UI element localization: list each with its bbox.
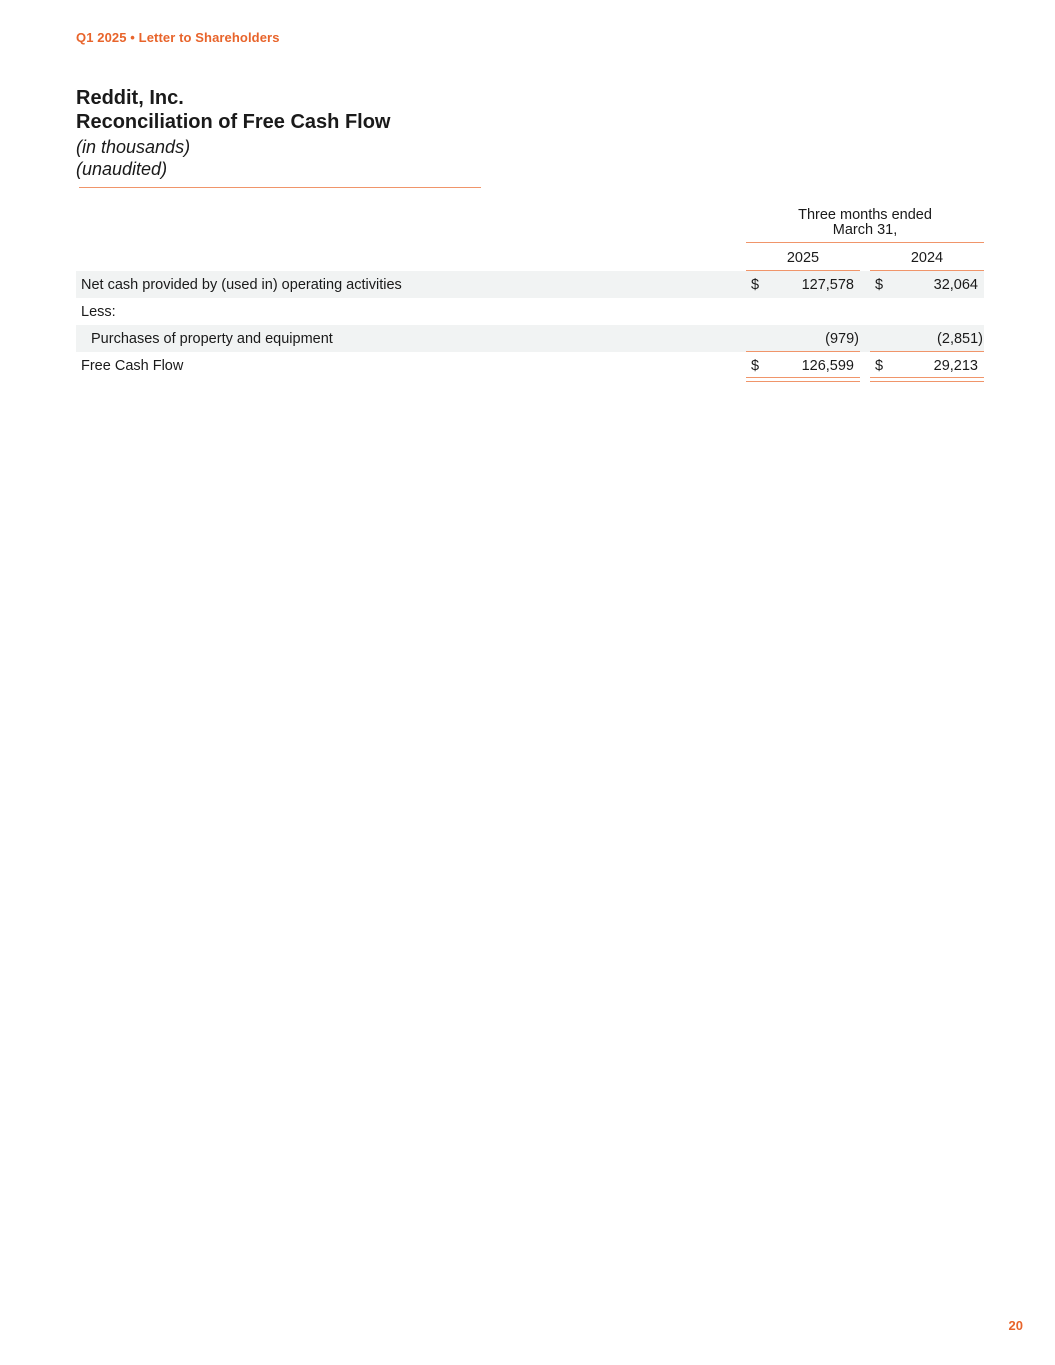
units-note: (in thousands) <box>76 137 191 157</box>
period-header-line2: March 31, <box>832 222 898 238</box>
period-header <box>746 208 984 238</box>
statement-title: Reconciliation of Free Cash Flow <box>76 111 391 133</box>
value-2025: 127,578 <box>801 277 854 293</box>
period-rule <box>746 242 984 243</box>
row-label: Less: <box>81 304 116 320</box>
currency-symbol: $ <box>751 277 760 293</box>
table-row <box>76 325 984 352</box>
company-name: Reddit, Inc. <box>76 87 184 109</box>
row-label: Purchases of property and equipment <box>91 331 333 347</box>
table-row <box>76 298 984 325</box>
currency-symbol: $ <box>875 277 884 293</box>
audit-note: (unaudited) <box>76 159 168 179</box>
title-divider <box>79 187 481 188</box>
page-number: 20 <box>1008 1318 1023 1333</box>
column-header-2025: 2025 <box>786 250 820 266</box>
column-header-2024: 2024 <box>910 250 944 266</box>
total-double-rule <box>746 377 860 382</box>
row-label: Net cash provided by (used in) operating activities <box>81 277 402 293</box>
table-row <box>76 271 984 298</box>
currency-symbol: $ <box>875 358 884 374</box>
value-2024: (2,851) <box>937 331 983 347</box>
period-header-line1: Three months ended <box>798 207 932 223</box>
running-header: Q1 2025 • Letter to Shareholders <box>76 30 280 45</box>
row-label: Free Cash Flow <box>81 358 184 374</box>
value-2025: (979) <box>825 331 859 347</box>
table-row <box>76 352 984 379</box>
value-2024: 29,213 <box>933 358 978 374</box>
title-block <box>76 86 391 180</box>
value-2024: 32,064 <box>933 277 978 293</box>
total-double-rule <box>870 377 984 382</box>
currency-symbol: $ <box>751 358 760 374</box>
value-2025: 126,599 <box>801 358 854 374</box>
